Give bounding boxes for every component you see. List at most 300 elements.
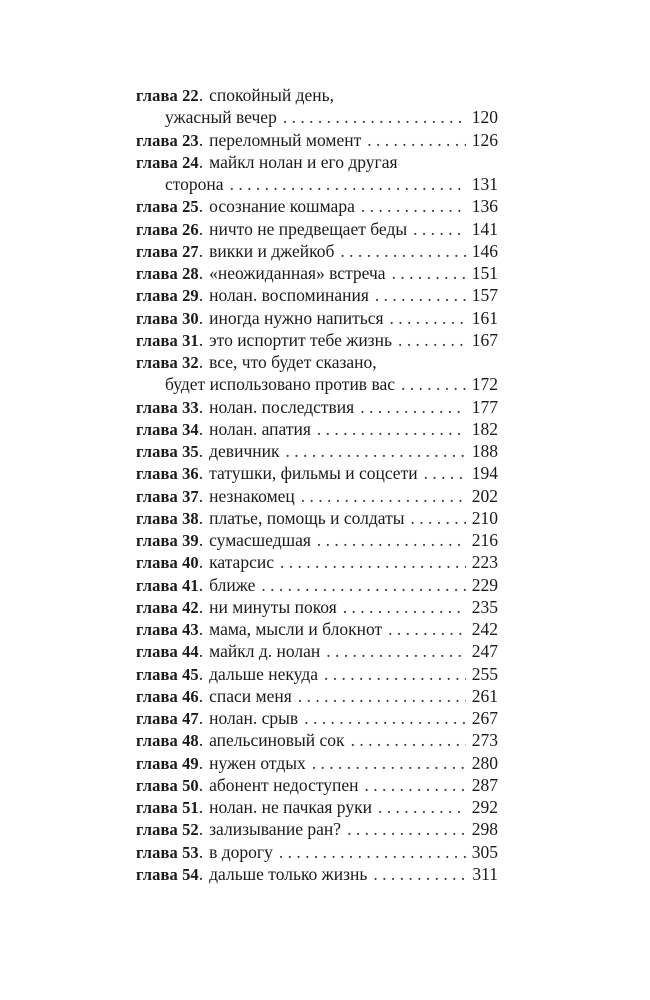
dot-leader	[301, 485, 466, 507]
chapter-separator: .	[198, 329, 204, 350]
chapter-title: девичник	[209, 441, 280, 461]
toc-entry-line	[136, 440, 498, 462]
toc-entry[interactable]	[136, 774, 498, 796]
chapter-label	[136, 85, 199, 107]
page-number: 151	[471, 263, 498, 283]
chapter-prefix: глава	[136, 419, 178, 439]
toc-entry-line	[136, 84, 498, 106]
chapter-title: дальше только жизнь	[209, 863, 368, 884]
page-number: 267	[471, 708, 498, 728]
chapter-prefix: глава	[136, 241, 178, 261]
chapter-title: катарсис	[209, 552, 274, 573]
chapter-label	[136, 597, 199, 619]
toc-entry[interactable]	[136, 307, 498, 329]
chapter-title: викки и джейкоб	[209, 240, 335, 261]
toc-entry-line	[136, 529, 498, 551]
page-number: 305	[471, 841, 498, 862]
chapter-number: 41	[182, 575, 199, 595]
toc-entry-line	[136, 551, 498, 573]
chapter-number: 29	[182, 286, 199, 306]
chapter-title: зализывание ран?	[209, 819, 342, 840]
chapter-title: нолан. не пачкая руки	[209, 797, 372, 817]
toc-entry-continuation-line	[136, 373, 498, 395]
toc-entry-continuation-line	[136, 173, 498, 195]
toc-entry-continuation-line	[136, 106, 498, 128]
chapter-title: все, что будет сказано,	[209, 352, 377, 372]
chapter-label	[136, 352, 199, 374]
toc-entry-line	[136, 818, 498, 840]
dot-leader	[411, 507, 466, 529]
chapter-separator: .	[198, 463, 204, 484]
chapter-label	[136, 308, 199, 330]
toc-entry[interactable]	[136, 640, 498, 662]
dot-leader	[230, 173, 466, 195]
chapter-separator: .	[198, 774, 204, 795]
chapter-number: 22	[182, 86, 199, 105]
chapter-prefix: глава	[136, 353, 178, 372]
chapter-label	[136, 530, 199, 552]
chapter-number: 26	[182, 219, 199, 239]
dot-leader	[392, 262, 466, 284]
chapter-title: нужен отдых	[209, 752, 306, 773]
toc-entry-line	[136, 129, 498, 151]
chapter-title: нолан. воспоминания	[209, 285, 369, 306]
chapter-label	[136, 819, 199, 841]
page-number: 255	[471, 663, 498, 684]
toc-entry-line	[136, 863, 498, 885]
toc-entry[interactable]	[136, 418, 498, 440]
chapter-label	[136, 575, 199, 597]
chapter-title: сторона	[165, 174, 224, 194]
chapter-label	[136, 753, 199, 775]
chapter-prefix: глава	[136, 686, 178, 706]
chapter-prefix: глава	[136, 597, 178, 617]
page-number: 292	[471, 797, 498, 817]
dot-leader	[390, 307, 466, 329]
chapter-label	[136, 730, 199, 752]
chapter-number: 35	[182, 442, 199, 461]
toc-entry-line	[136, 596, 498, 618]
chapter-number: 44	[182, 642, 199, 662]
chapter-prefix: глава	[136, 642, 178, 662]
page-number: 298	[471, 819, 498, 840]
toc-entry[interactable]	[136, 195, 498, 217]
chapter-number: 40	[182, 553, 199, 573]
page-number: 120	[471, 107, 498, 128]
chapter-prefix: глава	[136, 486, 178, 506]
toc-entry[interactable]	[136, 841, 498, 863]
dot-leader	[398, 329, 466, 351]
page-number: 157	[471, 285, 498, 306]
page-number: 161	[471, 307, 498, 328]
dot-leader	[424, 462, 466, 484]
chapter-number: 38	[182, 508, 199, 528]
page-number: 280	[471, 752, 498, 773]
chapter-prefix: глава	[136, 620, 178, 639]
chapter-prefix: глава	[136, 753, 178, 773]
page-number: 242	[471, 619, 498, 639]
chapter-number: 47	[182, 709, 199, 728]
dot-leader	[317, 529, 466, 551]
chapter-separator: .	[198, 708, 204, 728]
page-number: 210	[471, 507, 498, 528]
toc-entry-line	[136, 240, 498, 262]
chapter-title: нолан. срыв	[209, 708, 299, 728]
toc-entry[interactable]	[136, 663, 498, 685]
chapter-separator: .	[198, 641, 204, 662]
dot-leader	[261, 574, 466, 596]
toc-entry-line	[136, 329, 498, 351]
chapter-number: 31	[182, 330, 199, 350]
page-number: 229	[471, 574, 498, 595]
chapter-separator: .	[198, 685, 204, 706]
toc-entry[interactable]	[136, 396, 498, 418]
toc-entry-line	[136, 774, 498, 796]
page-number: 182	[471, 418, 498, 439]
chapter-number: 51	[182, 798, 199, 817]
chapter-separator: .	[198, 863, 204, 884]
chapter-label	[136, 441, 199, 463]
chapter-label	[136, 419, 199, 441]
toc-entry[interactable]	[136, 707, 498, 729]
chapter-number: 45	[182, 664, 199, 684]
chapter-title: апельсиновый сок	[209, 730, 345, 751]
chapter-prefix: глава	[136, 709, 178, 728]
chapter-title: «неожиданная» встреча	[209, 263, 386, 283]
page-number: 188	[471, 441, 498, 461]
dot-leader	[304, 707, 466, 729]
chapter-prefix: глава	[136, 731, 178, 751]
chapter-prefix: глава	[136, 464, 178, 484]
chapter-separator: .	[198, 196, 204, 217]
dot-leader	[388, 618, 466, 640]
chapter-title: майкл д. нолан	[209, 641, 321, 662]
toc-entry[interactable]	[136, 440, 498, 462]
page-number: 167	[471, 329, 498, 350]
chapter-separator: .	[198, 396, 204, 417]
chapter-number: 52	[182, 820, 199, 840]
chapter-prefix: глава	[136, 575, 178, 595]
toc-entry-line	[136, 195, 498, 217]
chapter-title: дальше некуда	[209, 663, 319, 684]
toc-entry[interactable]	[136, 262, 498, 284]
chapter-prefix: глава	[136, 264, 178, 283]
chapter-label	[136, 775, 199, 797]
toc-entry[interactable]	[136, 218, 498, 240]
chapter-separator: .	[198, 663, 204, 684]
toc-entry-line	[136, 485, 498, 507]
chapter-title: в дорогу	[209, 841, 273, 862]
chapter-title: спокойный день,	[209, 85, 335, 105]
chapter-title: нолан. последствия	[209, 396, 355, 417]
page-number: 194	[471, 463, 498, 484]
chapter-label	[136, 508, 199, 530]
chapter-title: ни минуты покоя	[209, 596, 337, 617]
chapter-title: татушки, фильмы и соцсети	[209, 463, 418, 484]
chapter-label	[136, 864, 199, 886]
chapter-number: 36	[182, 464, 199, 484]
dot-leader	[340, 240, 466, 262]
dot-leader	[413, 218, 466, 240]
chapter-title: ближе	[209, 574, 256, 595]
chapter-prefix: глава	[136, 775, 178, 795]
toc-entry[interactable]	[136, 485, 498, 507]
chapter-number: 28	[182, 264, 199, 283]
toc-entry[interactable]	[136, 574, 498, 596]
toc-entry-line	[136, 841, 498, 863]
page-number: 177	[471, 396, 498, 417]
toc-entry-line	[136, 707, 498, 729]
chapter-label	[136, 641, 199, 663]
chapter-separator: .	[198, 619, 204, 639]
toc-entry[interactable]	[136, 596, 498, 618]
chapter-prefix: глава	[136, 553, 178, 573]
dot-leader	[279, 841, 466, 863]
page-number: 172	[471, 374, 498, 395]
page-number: 273	[471, 730, 498, 751]
chapter-separator: .	[198, 263, 204, 283]
toc-entry[interactable]	[136, 351, 498, 396]
table-of-contents	[136, 84, 498, 885]
chapter-separator: .	[198, 129, 204, 150]
chapter-number: 33	[182, 397, 199, 417]
dot-leader	[326, 640, 466, 662]
dot-leader	[367, 129, 466, 151]
chapter-prefix: глава	[136, 308, 178, 328]
toc-entry-line	[136, 218, 498, 240]
toc-entry-line	[136, 262, 498, 284]
page-number: 287	[471, 774, 498, 795]
dot-leader	[317, 418, 466, 440]
chapter-title: платье, помощь и солдаты	[209, 507, 405, 528]
chapter-number: 48	[182, 731, 199, 751]
toc-entry-line	[136, 663, 498, 685]
chapter-separator: .	[198, 819, 204, 840]
chapter-title: майкл нолан и его другая	[209, 151, 398, 172]
dot-leader	[361, 195, 466, 217]
chapter-prefix: глава	[136, 330, 178, 350]
chapter-prefix: глава	[136, 508, 178, 528]
toc-entry-line	[136, 462, 498, 484]
chapter-number: 50	[182, 775, 199, 795]
dot-leader	[347, 818, 466, 840]
toc-entry[interactable]	[136, 240, 498, 262]
chapter-title: ничто не предвещает беды	[209, 218, 408, 239]
page-number: 261	[471, 685, 498, 706]
chapter-number: 30	[182, 308, 199, 328]
chapter-number: 37	[182, 486, 199, 506]
dot-leader	[351, 729, 466, 751]
chapter-prefix: глава	[136, 130, 178, 150]
toc-entry-line	[136, 284, 498, 306]
chapter-number: 53	[182, 842, 199, 862]
chapter-label	[136, 797, 199, 819]
toc-entry[interactable]	[136, 529, 498, 551]
dot-leader	[343, 596, 466, 618]
toc-entry-line	[136, 640, 498, 662]
chapter-separator: .	[198, 307, 204, 328]
chapter-separator: .	[198, 730, 204, 751]
dot-leader	[280, 551, 466, 573]
chapter-separator: .	[198, 552, 204, 573]
chapter-label	[136, 664, 199, 686]
toc-entry[interactable]	[136, 818, 498, 840]
chapter-number: 42	[182, 597, 199, 617]
chapter-separator: .	[198, 797, 204, 817]
toc-entry[interactable]	[136, 796, 498, 818]
toc-entry-line	[136, 507, 498, 529]
dot-leader	[312, 752, 466, 774]
toc-entry[interactable]	[136, 129, 498, 151]
toc-entry[interactable]	[136, 863, 498, 885]
chapter-label	[136, 463, 199, 485]
page-number: 311	[472, 863, 498, 884]
toc-entry-line	[136, 574, 498, 596]
chapter-separator: .	[198, 485, 204, 506]
chapter-separator: .	[198, 151, 204, 172]
toc-entry[interactable]	[136, 507, 498, 529]
chapter-label	[136, 330, 199, 352]
dot-leader	[360, 396, 466, 418]
chapter-label	[136, 486, 199, 508]
page-number: 202	[471, 485, 498, 506]
chapter-title: абонент недоступен	[209, 774, 359, 795]
toc-entry[interactable]	[136, 151, 498, 196]
chapter-number: 46	[182, 686, 199, 706]
dot-leader	[285, 440, 466, 462]
chapter-separator: .	[198, 85, 204, 105]
chapter-separator: .	[198, 530, 204, 550]
chapter-number: 49	[182, 753, 199, 773]
page-number: 141	[471, 218, 498, 239]
chapter-title: осознание кошмара	[209, 196, 355, 217]
page-number: 223	[471, 552, 498, 573]
toc-entry-line	[136, 618, 498, 640]
chapter-separator: .	[198, 418, 204, 439]
chapter-title: ужасный вечер	[165, 107, 277, 128]
chapter-separator: .	[198, 441, 204, 461]
chapter-prefix: глава	[136, 152, 178, 172]
page-number: 126	[471, 129, 498, 150]
page-number: 216	[471, 530, 498, 550]
toc-entry[interactable]	[136, 551, 498, 573]
chapter-prefix: глава	[136, 798, 178, 817]
chapter-number: 34	[182, 419, 199, 439]
toc-entry[interactable]	[136, 284, 498, 306]
toc-entry[interactable]	[136, 752, 498, 774]
chapter-prefix: глава	[136, 664, 178, 684]
chapter-title: переломный момент	[209, 129, 362, 150]
chapter-label	[136, 130, 199, 152]
chapter-label	[136, 263, 199, 285]
chapter-number: 54	[182, 864, 199, 884]
chapter-separator: .	[198, 352, 204, 372]
chapter-number: 39	[182, 531, 199, 550]
chapter-label	[136, 686, 199, 708]
chapter-title: сумасшедшая	[209, 530, 311, 550]
chapter-prefix: глава	[136, 286, 178, 306]
toc-entry[interactable]	[136, 618, 498, 640]
chapter-separator: .	[198, 841, 204, 862]
chapter-number: 23	[182, 130, 199, 150]
toc-entry-line	[136, 752, 498, 774]
chapter-prefix: глава	[136, 820, 178, 840]
chapter-separator: .	[198, 574, 204, 595]
dot-leader	[365, 774, 466, 796]
chapter-number: 27	[182, 241, 199, 261]
toc-entry[interactable]	[136, 729, 498, 751]
chapter-title: мама, мысли и блокнот	[209, 619, 383, 639]
toc-entry[interactable]	[136, 462, 498, 484]
chapter-label	[136, 196, 199, 218]
toc-entry-line	[136, 307, 498, 329]
chapter-number: 32	[182, 353, 199, 372]
chapter-prefix: глава	[136, 531, 178, 550]
chapter-prefix: глава	[136, 197, 178, 217]
dot-leader	[401, 373, 466, 395]
chapter-label	[136, 619, 199, 641]
dot-leader	[378, 796, 466, 818]
page-number: 131	[471, 174, 498, 194]
chapter-title: нолан. апатия	[209, 418, 311, 439]
toc-entry-line	[136, 418, 498, 440]
chapter-prefix: глава	[136, 864, 178, 884]
chapter-label	[136, 708, 199, 730]
chapter-separator: .	[198, 507, 204, 528]
chapter-title: незнакомец	[209, 485, 295, 506]
chapter-number: 24	[182, 152, 199, 172]
page-number: 136	[471, 196, 498, 217]
chapter-title: это испортит тебе жизнь	[209, 329, 392, 350]
toc-entry-line	[136, 729, 498, 751]
page-number: 247	[471, 641, 498, 662]
page-number: 146	[471, 240, 498, 261]
chapter-prefix: глава	[136, 219, 178, 239]
chapter-prefix: глава	[136, 842, 178, 862]
toc-entry-line	[136, 396, 498, 418]
chapter-label	[136, 152, 199, 174]
chapter-label	[136, 552, 199, 574]
chapter-label	[136, 285, 199, 307]
chapter-label	[136, 842, 199, 864]
chapter-title: иногда нужно напиться	[209, 307, 384, 328]
chapter-number: 25	[182, 197, 199, 217]
chapter-label	[136, 241, 199, 263]
chapter-separator: .	[198, 752, 204, 773]
page-number: 235	[471, 596, 498, 617]
dot-leader	[375, 284, 466, 306]
chapter-title: спаси меня	[209, 685, 292, 706]
chapter-separator: .	[198, 240, 204, 261]
chapter-label	[136, 219, 199, 241]
chapter-separator: .	[198, 285, 204, 306]
dot-leader	[298, 685, 466, 707]
chapter-separator: .	[198, 218, 204, 239]
toc-entry[interactable]	[136, 329, 498, 351]
toc-entry-line	[136, 351, 498, 373]
dot-leader	[324, 663, 466, 685]
chapter-prefix: глава	[136, 397, 178, 417]
toc-entry[interactable]	[136, 84, 498, 129]
toc-entry-line	[136, 796, 498, 818]
dot-leader	[283, 106, 466, 128]
toc-entry[interactable]	[136, 685, 498, 707]
chapter-number: 43	[182, 620, 199, 639]
chapter-prefix: глава	[136, 442, 178, 461]
chapter-title: будет использовано против вас	[165, 374, 396, 395]
toc-entry-line	[136, 685, 498, 707]
chapter-separator: .	[198, 596, 204, 617]
